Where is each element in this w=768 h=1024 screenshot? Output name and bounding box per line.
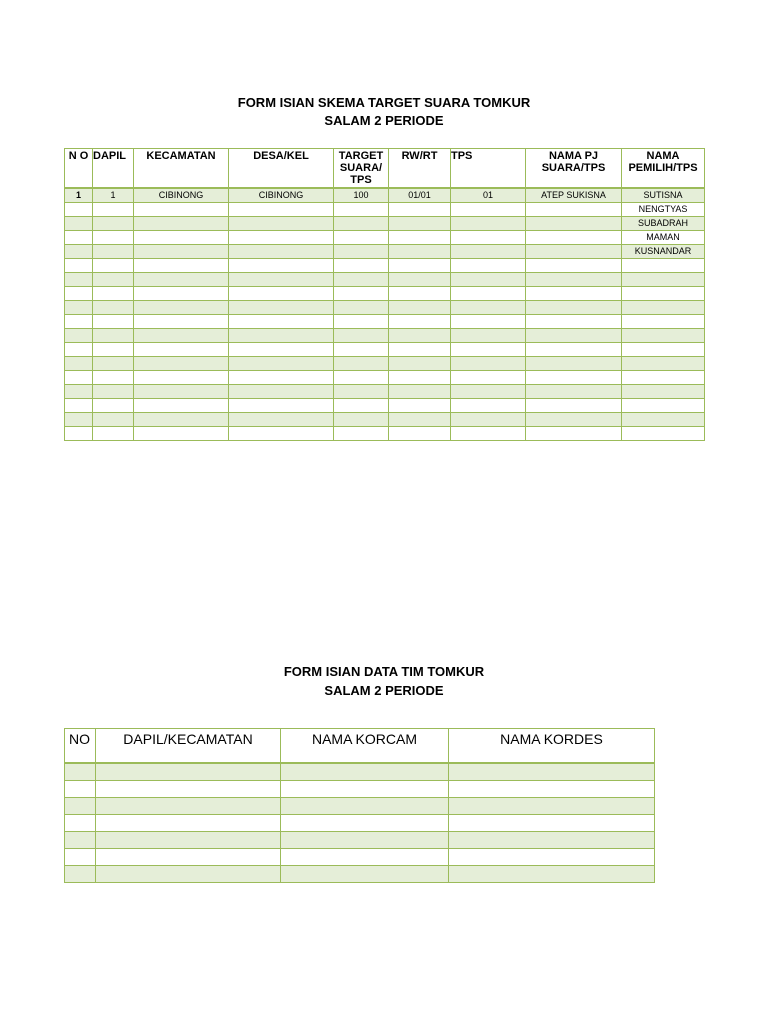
column-header: N O xyxy=(65,149,93,189)
table-cell[interactable] xyxy=(93,231,134,245)
table-row xyxy=(65,832,655,849)
table-cell[interactable] xyxy=(451,231,526,245)
table-cell[interactable] xyxy=(65,301,93,315)
table-cell[interactable] xyxy=(451,315,526,329)
table-cell[interactable] xyxy=(451,301,526,315)
table-cell[interactable] xyxy=(134,217,229,231)
table-cell[interactable] xyxy=(526,245,622,259)
table-cell[interactable] xyxy=(134,203,229,217)
table-header-row xyxy=(65,729,655,764)
table-cell[interactable] xyxy=(526,343,622,357)
table-cell[interactable] xyxy=(93,315,134,329)
table-cell[interactable] xyxy=(65,245,93,259)
table-cell[interactable] xyxy=(389,245,451,259)
table-cell[interactable] xyxy=(93,371,134,385)
table-row xyxy=(65,273,705,287)
form1-title-line2: SALAM 2 PERIODE xyxy=(324,113,444,128)
form1-title-line1: FORM ISIAN SKEMA TARGET SUARA TOMKUR xyxy=(237,95,531,110)
table-cell[interactable] xyxy=(389,385,451,399)
table-row xyxy=(65,849,655,866)
table-cell[interactable] xyxy=(622,259,705,273)
column-header: NAMA PEMILIH/TPS xyxy=(622,149,705,189)
form2-title-line1: FORM ISIAN DATA TIM TOMKUR xyxy=(283,664,485,679)
table-cell[interactable] xyxy=(96,763,281,781)
table-cell[interactable] xyxy=(451,259,526,273)
table-cell[interactable] xyxy=(93,329,134,343)
table-cell[interactable] xyxy=(451,329,526,343)
table-row xyxy=(65,371,705,385)
table-cell[interactable] xyxy=(389,329,451,343)
table-cell[interactable] xyxy=(65,866,96,883)
target-suara-table xyxy=(64,148,705,441)
table-cell[interactable]: 01/01 xyxy=(389,188,451,203)
table-row xyxy=(65,315,705,329)
table-cell[interactable] xyxy=(229,301,334,315)
table-cell[interactable] xyxy=(96,815,281,832)
table-cell[interactable] xyxy=(65,273,93,287)
table-cell[interactable] xyxy=(622,413,705,427)
table-cell[interactable] xyxy=(65,385,93,399)
table-cell[interactable] xyxy=(93,385,134,399)
table-row xyxy=(65,203,705,217)
table-cell[interactable] xyxy=(334,329,389,343)
table-cell[interactable] xyxy=(334,315,389,329)
table-cell[interactable] xyxy=(451,413,526,427)
table-row xyxy=(65,217,705,231)
table-cell[interactable] xyxy=(389,371,451,385)
column-header: NO xyxy=(65,729,96,764)
table-cell[interactable] xyxy=(451,273,526,287)
table-cell[interactable] xyxy=(65,399,93,413)
table-cell[interactable] xyxy=(622,329,705,343)
table-cell[interactable] xyxy=(93,399,134,413)
table-cell[interactable] xyxy=(622,315,705,329)
table-cell[interactable]: 1 xyxy=(65,188,93,203)
table-cell[interactable] xyxy=(526,427,622,441)
table-cell[interactable] xyxy=(334,203,389,217)
table-cell[interactable] xyxy=(134,273,229,287)
table-cell[interactable] xyxy=(451,287,526,301)
table-cell[interactable] xyxy=(134,385,229,399)
column-header: TPS xyxy=(451,149,526,189)
table-cell[interactable] xyxy=(622,273,705,287)
table-cell[interactable] xyxy=(526,231,622,245)
table-cell[interactable] xyxy=(526,203,622,217)
table-cell[interactable] xyxy=(65,413,93,427)
table-cell[interactable] xyxy=(526,315,622,329)
table-cell[interactable] xyxy=(334,399,389,413)
table-cell[interactable] xyxy=(65,203,93,217)
table-row xyxy=(65,413,705,427)
table-cell[interactable] xyxy=(389,427,451,441)
table-row xyxy=(65,357,705,371)
table-cell[interactable] xyxy=(334,245,389,259)
table-cell[interactable] xyxy=(334,343,389,357)
table-cell[interactable]: KUSNANDAR xyxy=(622,245,705,259)
table-cell[interactable] xyxy=(281,849,449,866)
table-cell[interactable] xyxy=(96,849,281,866)
table-cell[interactable]: NENGTYAS xyxy=(622,203,705,217)
table-cell[interactable] xyxy=(229,273,334,287)
table-cell[interactable] xyxy=(281,832,449,849)
table-cell[interactable] xyxy=(229,231,334,245)
table-cell[interactable] xyxy=(229,399,334,413)
table-cell[interactable] xyxy=(93,287,134,301)
table-cell[interactable] xyxy=(134,413,229,427)
table-cell[interactable]: MAMAN xyxy=(622,231,705,245)
table-cell[interactable] xyxy=(134,357,229,371)
table-cell[interactable] xyxy=(622,399,705,413)
table-cell[interactable] xyxy=(389,217,451,231)
table-cell[interactable] xyxy=(229,217,334,231)
table-cell[interactable] xyxy=(93,217,134,231)
column-header: NAMA PJ SUARA/TPS xyxy=(526,149,622,189)
table-cell[interactable] xyxy=(96,866,281,883)
table-cell[interactable] xyxy=(93,245,134,259)
table-cell[interactable] xyxy=(281,866,449,883)
column-header: NAMA KORDES xyxy=(449,729,655,764)
table-cell[interactable] xyxy=(96,781,281,798)
table-cell[interactable] xyxy=(389,301,451,315)
table-cell[interactable] xyxy=(389,273,451,287)
table-cell[interactable] xyxy=(65,259,93,273)
table-row xyxy=(65,427,705,441)
table-cell[interactable] xyxy=(334,413,389,427)
table-cell[interactable]: SUTISNA xyxy=(622,188,705,203)
table-cell[interactable] xyxy=(449,781,655,798)
table-cell[interactable]: CIBINONG xyxy=(134,188,229,203)
table-cell[interactable] xyxy=(65,815,96,832)
table-cell[interactable] xyxy=(334,259,389,273)
table-cell[interactable] xyxy=(334,301,389,315)
table-row xyxy=(65,815,655,832)
table-cell[interactable] xyxy=(65,781,96,798)
table-cell[interactable] xyxy=(281,781,449,798)
table-cell[interactable] xyxy=(334,217,389,231)
table-cell[interactable] xyxy=(93,427,134,441)
table-row xyxy=(65,245,705,259)
table-cell[interactable] xyxy=(451,371,526,385)
table-cell[interactable] xyxy=(389,357,451,371)
table-cell[interactable] xyxy=(449,763,655,781)
table-cell[interactable] xyxy=(451,399,526,413)
table-row xyxy=(65,781,655,798)
table-cell[interactable] xyxy=(526,301,622,315)
table-cell[interactable] xyxy=(229,427,334,441)
table-cell[interactable] xyxy=(281,798,449,815)
table-row xyxy=(65,287,705,301)
table-cell[interactable] xyxy=(526,413,622,427)
table-cell[interactable] xyxy=(134,259,229,273)
table-cell[interactable] xyxy=(389,231,451,245)
table-cell[interactable]: CIBINONG xyxy=(229,188,334,203)
table-cell[interactable] xyxy=(449,815,655,832)
table-cell[interactable] xyxy=(134,343,229,357)
table-cell[interactable] xyxy=(334,427,389,441)
table-cell[interactable] xyxy=(389,399,451,413)
table-cell[interactable] xyxy=(93,343,134,357)
table-cell[interactable] xyxy=(65,315,93,329)
table-cell[interactable] xyxy=(65,798,96,815)
table-cell[interactable] xyxy=(526,217,622,231)
table-cell[interactable] xyxy=(134,231,229,245)
table-cell[interactable] xyxy=(229,287,334,301)
table-cell[interactable] xyxy=(334,287,389,301)
table-row xyxy=(65,798,655,815)
table-cell[interactable] xyxy=(134,399,229,413)
table-cell[interactable] xyxy=(622,357,705,371)
data-tim-table xyxy=(64,728,655,883)
table-cell[interactable] xyxy=(134,427,229,441)
table-cell[interactable] xyxy=(449,798,655,815)
table-cell[interactable] xyxy=(334,357,389,371)
table-row xyxy=(65,399,705,413)
table-cell[interactable] xyxy=(526,259,622,273)
table-header-row xyxy=(65,149,705,189)
table-cell[interactable] xyxy=(281,763,449,781)
table-row xyxy=(65,259,705,273)
table-cell[interactable] xyxy=(229,357,334,371)
table-cell[interactable] xyxy=(65,371,93,385)
column-header: DAPIL/KECAMATAN xyxy=(96,729,281,764)
table-cell[interactable] xyxy=(229,371,334,385)
table-cell[interactable] xyxy=(65,329,93,343)
table-cell[interactable]: 01 xyxy=(451,188,526,203)
table-row xyxy=(65,343,705,357)
table-cell[interactable] xyxy=(93,273,134,287)
table-cell[interactable] xyxy=(65,343,93,357)
table-cell[interactable]: SUBADRAH xyxy=(622,217,705,231)
column-header: DESA/KEL xyxy=(229,149,334,189)
table-cell[interactable] xyxy=(451,245,526,259)
table-cell[interactable] xyxy=(451,427,526,441)
table-cell[interactable] xyxy=(229,413,334,427)
table-row xyxy=(65,301,705,315)
table-cell[interactable] xyxy=(65,231,93,245)
table-cell[interactable] xyxy=(134,315,229,329)
table-cell[interactable] xyxy=(389,203,451,217)
column-header: TARGET SUARA/ TPS xyxy=(334,149,389,189)
column-header: KECAMATAN xyxy=(134,149,229,189)
table-cell[interactable] xyxy=(334,231,389,245)
table-cell[interactable] xyxy=(229,203,334,217)
table-cell[interactable] xyxy=(526,357,622,371)
table-cell[interactable] xyxy=(134,287,229,301)
table-cell[interactable] xyxy=(229,343,334,357)
table-cell[interactable] xyxy=(229,315,334,329)
table-cell[interactable] xyxy=(449,849,655,866)
table-cell[interactable] xyxy=(134,301,229,315)
table-cell[interactable] xyxy=(622,371,705,385)
table-cell[interactable] xyxy=(281,815,449,832)
table-cell[interactable] xyxy=(334,273,389,287)
table-cell[interactable] xyxy=(65,832,96,849)
column-header: RW/RT xyxy=(389,149,451,189)
table-cell[interactable] xyxy=(334,385,389,399)
table-cell[interactable] xyxy=(134,371,229,385)
form2-title-line2: SALAM 2 PERIODE xyxy=(324,683,444,698)
table-cell[interactable] xyxy=(134,245,229,259)
table-cell[interactable] xyxy=(96,798,281,815)
table-row xyxy=(65,231,705,245)
table-cell[interactable] xyxy=(229,245,334,259)
table-cell[interactable] xyxy=(451,217,526,231)
table-cell[interactable] xyxy=(449,866,655,883)
table-cell[interactable] xyxy=(622,287,705,301)
table-cell[interactable] xyxy=(526,371,622,385)
table-cell[interactable] xyxy=(65,427,93,441)
table-row xyxy=(65,329,705,343)
table-cell[interactable]: 1 xyxy=(93,188,134,203)
table-cell[interactable] xyxy=(526,273,622,287)
table-cell[interactable] xyxy=(622,427,705,441)
table-cell[interactable] xyxy=(526,287,622,301)
table-cell[interactable] xyxy=(389,343,451,357)
table-cell[interactable] xyxy=(451,357,526,371)
table-cell[interactable] xyxy=(93,259,134,273)
table-cell[interactable] xyxy=(65,763,96,781)
table-cell[interactable] xyxy=(622,301,705,315)
table-cell[interactable] xyxy=(93,413,134,427)
table-cell[interactable] xyxy=(96,832,281,849)
table-cell[interactable] xyxy=(229,385,334,399)
table-cell[interactable]: ATEP SUKISNA xyxy=(526,188,622,203)
table-cell[interactable] xyxy=(451,385,526,399)
table-cell[interactable] xyxy=(389,315,451,329)
table-cell[interactable] xyxy=(334,371,389,385)
table-row xyxy=(65,385,705,399)
table-cell[interactable] xyxy=(451,343,526,357)
table-cell[interactable] xyxy=(65,849,96,866)
table-cell[interactable] xyxy=(622,343,705,357)
table-cell[interactable] xyxy=(65,287,93,301)
table-cell[interactable] xyxy=(65,357,93,371)
table-cell[interactable] xyxy=(389,259,451,273)
table-cell[interactable] xyxy=(526,329,622,343)
table-cell[interactable] xyxy=(229,259,334,273)
table-cell[interactable] xyxy=(449,832,655,849)
table-cell[interactable] xyxy=(65,217,93,231)
table-cell[interactable] xyxy=(93,203,134,217)
table-row xyxy=(65,866,655,883)
table-cell[interactable] xyxy=(389,413,451,427)
table-cell[interactable] xyxy=(526,385,622,399)
table-cell[interactable] xyxy=(526,399,622,413)
table-row xyxy=(65,188,705,203)
column-header: NAMA KORCAM xyxy=(281,729,449,764)
table-row xyxy=(65,763,655,781)
table-cell[interactable] xyxy=(389,287,451,301)
table-cell[interactable] xyxy=(622,385,705,399)
column-header: DAPIL xyxy=(93,149,134,189)
table-cell[interactable] xyxy=(93,301,134,315)
table-cell[interactable] xyxy=(229,329,334,343)
table-cell[interactable] xyxy=(93,357,134,371)
table-cell[interactable] xyxy=(134,329,229,343)
table-cell[interactable]: 100 xyxy=(334,188,389,203)
table-cell[interactable] xyxy=(451,203,526,217)
